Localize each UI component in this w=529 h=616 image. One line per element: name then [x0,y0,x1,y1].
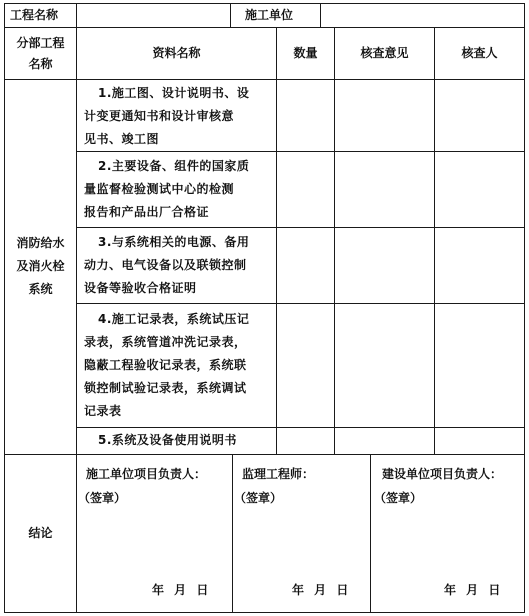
item-4-line-5: 记录表 [84,404,122,418]
rule-col1 [76,3,77,613]
sub-project-name-2: 及消火栓 [16,259,65,273]
rule-header-bottom [4,27,525,28]
conclusion-label: 结论 [28,526,53,540]
item-1-line-3: 见书、竣工图 [84,132,160,146]
item-3-line-3: 设备等验收合格证明 [84,281,197,295]
rule-item3-bottom [76,303,525,304]
sig-3-seal: （签章） [374,491,423,505]
sig-2-date: 年 月 日 [292,583,349,597]
sig-1-title: 施工单位项目负责人： [86,467,207,481]
item-3-line-1: 3.与系统相关的电源、备用 [98,235,250,249]
project-name-label: 工程名称 [10,8,59,22]
rule-bottom [4,612,525,613]
sig-2-seal: （签章） [234,491,283,505]
rule-sig-1 [232,454,233,612]
sub-project-name-1: 消防给水 [16,236,65,250]
item-4-line-2: 录表，系统管道冲洗记录表， [84,335,247,349]
rule-col-reviewer-left [434,27,435,455]
rule-header-unit-right [320,3,321,27]
item-2-line-1: 2.主要设备、组件的国家质 [98,159,250,173]
rule-head-bottom [4,79,525,80]
rule-col-qty-left [276,27,277,455]
rule-item4-bottom [76,427,525,428]
rule-item1-bottom [76,151,525,152]
sub-project-label-1: 分部工程 [16,36,65,50]
rule-header-unit-left [230,3,231,27]
construction-unit-label: 施工单位 [245,8,294,22]
item-2-line-3: 报告和产品出厂合格证 [84,205,210,219]
rule-col-opinion-left [334,27,335,455]
sub-project-name-3: 系统 [28,282,53,296]
rule-right [524,3,525,613]
item-4-line-4: 锁控制试验记录表，系统调试 [84,381,247,395]
sig-1-seal: （签章） [78,491,127,505]
rule-top [4,3,525,4]
item-4-line-3: 隐蔽工程验收记录表，系统联 [84,358,247,372]
reviewer-label: 核查人 [461,46,498,60]
item-2-line-2: 量监督检验测试中心的检测 [84,182,235,196]
item-1-line-2: 计变更通知书和设计审核意 [84,109,235,123]
item-4-line-1: 4.施工记录表，系统试压记 [98,312,250,326]
quantity-label: 数量 [293,46,318,60]
rule-sig-2 [370,454,371,612]
sig-1-date: 年 月 日 [152,583,209,597]
sig-2-title: 监理工程师： [242,467,315,481]
item-1-line-1: 1.施工图、设计说明书、设 [98,86,250,100]
sig-3-title: 建设单位项目负责人： [382,467,503,481]
sub-project-label-2: 名称 [28,57,53,71]
rule-items-bottom [4,454,525,455]
rule-item2-bottom [76,227,525,228]
document-name-label: 资料名称 [152,46,201,60]
review-opinion-label: 核查意见 [360,46,409,60]
sig-3-date: 年 月 日 [444,583,501,597]
item-5-line-1: 5.系统及设备使用说明书 [98,433,237,447]
item-3-line-2: 动力、电气设备以及联锁控制 [84,258,247,272]
